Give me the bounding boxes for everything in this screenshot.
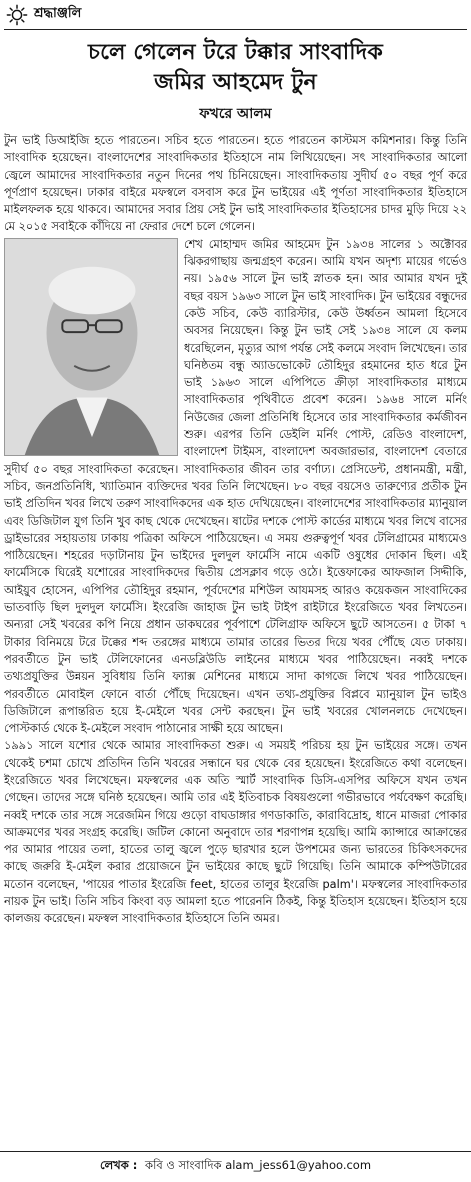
author-credit bbox=[0, 1151, 471, 1176]
article-body bbox=[4, 132, 467, 928]
author-label: লেখক : bbox=[99, 1158, 138, 1172]
article-paragraph-1: টুন ভাই ডিআইজি হতে পারতেন। সচিব হতে পারতেন। হতে পারতেন কাস্টমস কমিশনার। কিন্তু তিনি সাংবাদিক হয়েছেন। বাংলাদেশের সাংবাদিকতার ইতিহাসে নাম লিখিয়েছেন। সৎ সাংবাদিকতার আলো জ্বেলে আমাদের সাংবাদিকতার নতুন দিনের পথ চিনিয়েছেন। সাংবাদিকতায় সুদীর্ঘ ৫০ বছর পূর্ণ করে পূর্ণপ্রাণ হয়েছেন। ঢাকার বাইরে মফস্বলে বসবাস করে টুন ভাইয়ের এই পূর্ণতা সাংবাদিকতার ইতিহাসে মাইলফলক হয়ে থাকবে। আমাদের সবার প্রিয় সেই টুন ভাই সাংবাদিকতার ইতিহাসের চাদর মুড়ি দিয়ে ২২ মে ২০১৫ সবাইকে কাঁদিয়ে না ফেরার দেশে চলে গেলেন। bbox=[4, 134, 467, 234]
portrait-photo bbox=[4, 238, 178, 456]
byline: ফখরে আলম bbox=[199, 106, 272, 122]
article-paragraph-3: ১৯৯১ সালে যশোর থেকে আমার সাংবাদিকতা শুরু। এ সময়ই পরিচয় হয় টুন ভাইয়ের সঙ্গে। তখন থেকেই চশমা চোখে প্রতিদিন তিনি খবরের সন্ধানে ঘর থেকে বের হয়েছেন। ইংরেজিতে কথা বলেছেন। ইংরেজিতে খবর লিখেছেন। মফস্বলের এক অতি স্মার্ট সাংবাদিক ডিসি-এসপির অফিসে যখন তখন গেছেন। তাদের সঙ্গে ঘনিষ্ঠ হয়েছেন। আমি তার এই ইতিবাচক বিষয়গুলো গভীরভাবে পর্যবেক্ষণ করেছি। নব্বই দশকে তার সঙ্গে সরেজমিন গিয়ে গুড়ো বাঘডাঙ্গার গণডাকাতি, কারাবিদ্রোহ, ধানে মাজরা পোকার আক্রমণের খবর সংগ্রহ করেছি। জটিল কোনো অনুবাদে তার শরণাপন্ন হয়েছি। আমি ক্যান্সারে আক্রান্তের পর আমার পায়ের তলা, হাতের তালু জ্বলে পুড়ে ছারখার হলে উপশমের জন্য ভারতের চিকিৎসকদের কাছে জরুরি ই-মেইল করার প্রয়োজনে টুন ভাইয়ের কাছে ছুটে গিয়েছি। তিনি আমাকে কম্পিউটারের মতোন বলেছেন, 'পায়ের পাতার ইংরেজি feet, হাতের তালুর ইংরেজি palm'। মফস্বলের সাংবাদিকতার নায়ক টুন ভাই। তিনি সচিব কিংবা বড় আমলা হতে পারেননি ঠিকই, কিন্তু ইতিহাস হয়েছেন। ইতিহাস হয়ে কালজয় করেছেন। মফস্বল সাংবাদিকতার ইতিহাসে তিনি অমর। bbox=[4, 739, 467, 926]
article-paragraph-2: শেখ মোহাম্মদ জমির আহমেদ টুন ১৯৩৪ সালের ১ অক্টোবর ঝিকরগাছায় জন্মগ্রহণ করেন। আমি যখন অদৃশ্য মায়ের গর্ভেও নয়। ১৯৫৬ সালে টুন ভাই স্নাতক হন। আর আমার যখন দুই বছর বয়স ১৯৬৩ সালে টুন ভাই সাংবাদিক। টুন ভাইয়ের বন্ধুদের কেউ সচিব, কেউ ব্যারিস্টার, কেউ উর্ধ্বতন আমলা হিসেবে অবসর নিয়েছেন। কিন্তু টুন ভাই সেই ১৯৩৪ সালে যে কলম ধরেছিলেন, মৃত্যুর আগ পর্যন্ত সেই কলমে সংবাদ লিখেছেন। তার ঘনিষ্ঠতম বন্ধু অ্যাডভোকেট তৌহিদুর রহমানের হাত ধরে টুন ভাই ১৯৬৩ সালে এপিপিতে ক্রীড়া সাংবাদিকতার মাধ্যমে সাংবাদিকতার পৃথিবীতে প্রবেশ করেন। ১৯৬৪ সালে মর্নিং নিউজের জেলা প্রতিনিধি হিসেবে তার সাংবাদিকতার কর্মজীবন শুরু। এরপর তিনি ডেইলি মর্নিং পোস্ট, রেডিও বাংলাদেশ, বাংলাদেশ টাইমস, বাংলাদেশ অবজারভার, বাংলাদেশ বেতারে সুদীর্ঘ ৫০ বছর সাংবাদিকতা করেছেন। সাংবাদিকতার জীবন তার বর্ণাঢ্য। প্রেসিডেন্ট, প্রধানমন্ত্রী, মন্ত্রী, সচিব, জনপ্রতিনিধি, খ্যাতিমান ব্যক্তিদের খবর তিনি লিখেছেন। ৮০ বছর বয়সেও তারুণ্যের প্রতীক টুন ভাই প্রতিদিন খবর লিখে তরুণ সাংবাদিকদের এক হাত দেখিয়েছেন। বাংলাদেশের সাংবাদিকতার ম্যানুয়াল এবং ডিজিটাল যুগ তিনি খুব কাছ থেকে দেখেছেন। ষাটের দশকে পোস্ট কার্ডের মাধ্যমে খবর লিখে বাসের ড্রাইভারের সহায়তায় ঢাকায় পত্রিকা অফিসে পাঠিয়েছেন। এ সময় গুরুত্বপূর্ণ খবর টেলিগ্রামের মাধ্যমেও পাঠিয়েছেন। শহরের দড়াটানায় টুন ভাইদের দুলদুল ফার্মেসি নামে একটি ওষুধের দোকান ছিল। এই ফার্মেসিকে ঘিরেই যশোরের সাংবাদিকদের দ্বিতীয় প্রেসক্লাব গড়ে ওঠে। ইত্তেফাকের আফজাল সিদ্দীকি, আইয়ুব হোসেন, এপিপির তৌহিদুর রহমান, পূর্বদেশের মশিউল আযমসহ আরও কয়েকজন সাংবাদিকের ভাতবাড়ি ছিল দুলদুল ফার্মেসি। ইংরেজি জাহাজ টুন ভাই টাইপ রাইটারে ইংরেজিতে খবর লিখতেন। অন্যরা সেই খবরের কপি নিয়ে প্রধান ডাকঘরের পূর্বপাশে টেলিগ্রাফ অফিসে ছুটে আসতেন। ৫ টাকা ৭ টাকার বিনিময়ে টরে টক্কের শব্দ তরঙ্গের মাধ্যমে তামার তারের ভিতর দিয়ে খবর পৌঁছে যেত ঢাকায়। পরবর্তীতে টুন ভাই টেলিফোনের এনডব্লিউডি লাইনের মাধ্যমে খবর পাঠিয়েছেন। নব্বই দশকে তথ্যপ্রযুক্তির উন্নয়ন সুবিধায় তিনি ফ্যাক্স মেশিনের মাধ্যমে সাদা কাগজে লিখে খবর পাঠিয়েছেন। পরবর্তীতে মোবাইল ফোনে বার্তা পৌঁছে দিয়েছেন। এখন তথ্য-প্রযুক্তির বিপ্লবে ম্যানুয়াল টুন ভাইও ডিজিটালে রূপান্তরিত হয়ে ই-মেইলে খবর সেন্ট করছেন। টুন ভাই খবরের খোলনলচে দেখেছেন। পোস্টকার্ড থেকে ই-মেইলে সংবাদ পাঠানোর সাক্ষী হয়ে আছেন। bbox=[4, 237, 468, 736]
section-label: শ্রদ্ধাঞ্জলি bbox=[34, 6, 82, 21]
section-header bbox=[4, 0, 467, 30]
headline bbox=[4, 38, 467, 98]
headline-line-2: জমির আহমেদ টুন bbox=[154, 70, 317, 95]
sun-logo-icon bbox=[6, 4, 28, 26]
author-text: কবি ও সাংবাদিক alam_jess61@yahoo.com bbox=[145, 1158, 372, 1172]
headline-line-1: চলে গেলেন টরে টক্কার সাংবাদিক bbox=[88, 40, 383, 65]
